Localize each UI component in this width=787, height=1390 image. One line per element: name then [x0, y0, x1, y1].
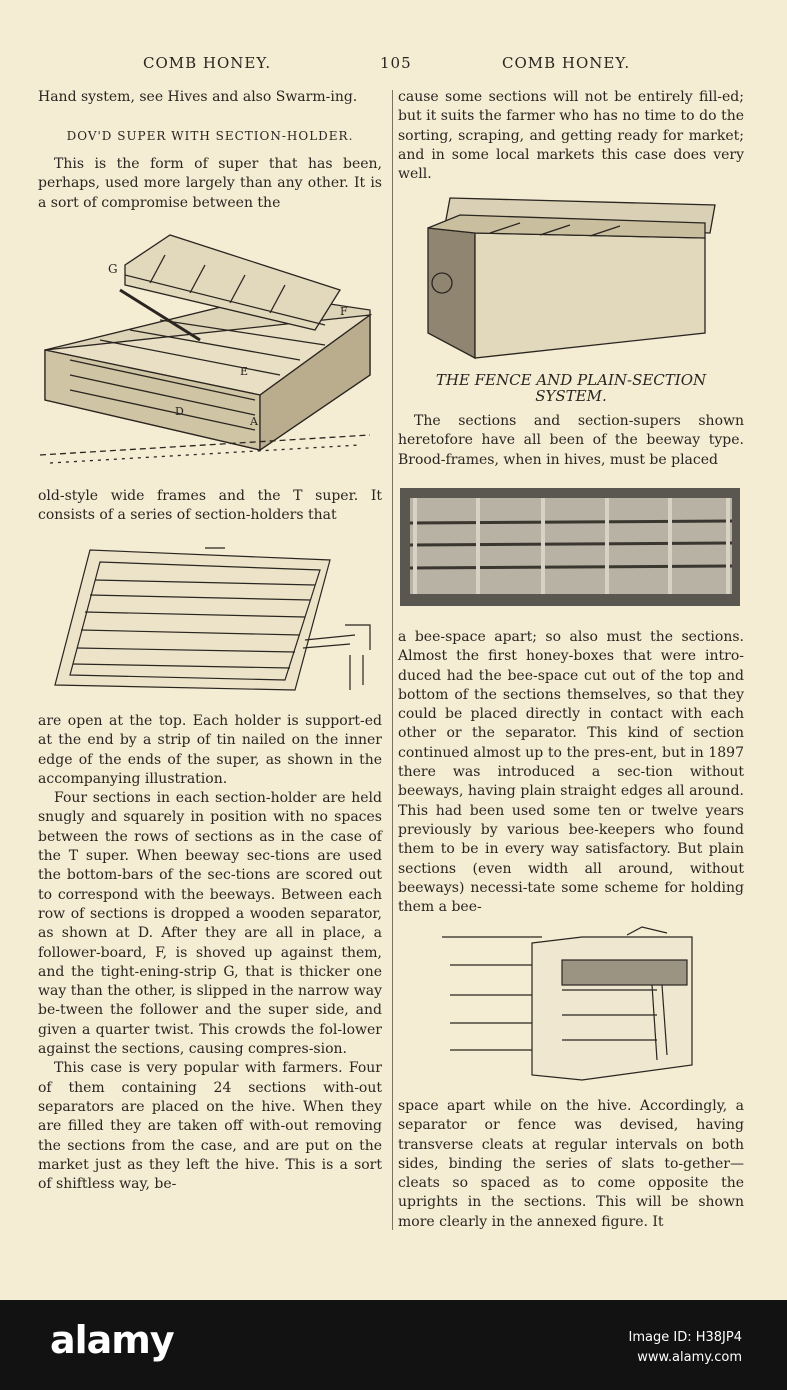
right-para-3-block — [398, 628, 744, 917]
right-para-4-block — [398, 1097, 744, 1232]
label-e: E — [240, 365, 249, 378]
running-header-right: COMB HONEY. — [502, 54, 631, 72]
right-para-2-block — [398, 412, 744, 470]
label-d: D — [175, 405, 184, 418]
dovetailed-super-illustration — [40, 225, 380, 470]
left-para-2-block — [38, 487, 382, 526]
site-url: www.alamy.com — [637, 1350, 742, 1365]
running-header-left: COMB HONEY. — [143, 54, 272, 72]
fence-photo-illustration — [400, 488, 740, 606]
left-para-4: Four sections in each section-holder are held snugly and squarely in position with no spaces between the rows of sections as in the case of the T super. When beeway sec-tions are used the bottom-bars of the sec-tions are scored out to correspond with the beeways. Between each row of sections is dropped a wooden separator, as shown at D. After they are all in place, a follower-board, F, is shoved up against them, and the tight-ening-strip G, that is thicker one way than the other, is slipped in the narrow way be-tween the follower and the super side, and given a quarter twist. This crowds the fol-lower against the sections, causing compres-sion. — [38, 790, 382, 1058]
left-para-5: This case is very popular with farmers. Four of them containing 24 sections with-out separators are placed on the hive. When they are filled they are taken off with-out removing the sections from the case, and are put on the market just as they left the hive. This is a sort of shiftless way, be- — [38, 1060, 382, 1193]
page-number: 105 — [380, 54, 412, 72]
section-holder-illustration — [45, 540, 375, 700]
image-id: Image ID: H38JP4 — [628, 1330, 742, 1345]
section-super-box-illustration — [420, 193, 720, 363]
left-intro — [38, 88, 382, 107]
right-para-2: The sections and section-supers shown heretofore have all been of the beeway type. Brood-frames, when in hives, must be placed — [398, 413, 744, 468]
right-para-1-block — [398, 88, 744, 184]
right-para-3: a bee-space apart; so also must the sections. Almost the first honey-boxes that were intro-duced had the bee-space cut out of the top and bottom of the sections themselves, so that they could be placed directly in contact with each other or the separator. This kind of section continued almost up to the pres-ent, but in 1897 there was introduced a sec-tion without beeways, having plain straight edges all around. This had been used some ten or twelve years previously by various bee-keepers who found them to be in every way satisfactory. But plain sections (even width all around, without beeways) necessi-tate some scheme for holding them a bee- — [398, 629, 744, 916]
label-f: F — [340, 305, 348, 318]
image-credit — [629, 1328, 742, 1368]
left-para-3: are open at the top. Each holder is support-ed at the end by a strip of tin nailed on the inner edge of the ends of the super, as shown in the accompanying illustration. — [38, 713, 382, 787]
right-para-4: space apart while on the hive. Accordingly, a separator or fence was devised, having transverse cleats at regular intervals on both sides, binding the series of slats to-gether—cleats so spaced as to come opposite the uprights in the sections. This will be shown more clearly in the annexed figure. It — [398, 1098, 744, 1230]
left-para-2: old-style wide frames and the T super. It consists of a series of section-holders that — [38, 488, 382, 524]
fence-system-heading: THE FENCE AND PLAIN-SECTION SYSTEM. — [435, 371, 707, 405]
left-para-1-block — [38, 155, 382, 213]
label-a: A — [250, 415, 258, 428]
column-divider — [392, 90, 393, 1230]
intro-text: Hand system, see Hives and also Swarm-ing. — [38, 89, 358, 105]
left-para-1: This is the form of super that has been, perhaps, used more largely than any other. It is a sort of compromise between the — [38, 156, 382, 211]
alamy-logo: alamy — [50, 1318, 174, 1362]
right-para-1: cause some sections will not be entirely fill-ed; but it suits the farmer who has no time to do the sorting, scraping, and getting ready for market; and in some local markets this case does very well. — [398, 89, 744, 183]
section-subheading: DOV'D SUPER WITH SECTION-HOLDER. — [66, 129, 354, 143]
left-para-3-block — [38, 712, 382, 1194]
label-g: G — [108, 262, 118, 276]
fence-super-illustration — [442, 925, 697, 1085]
